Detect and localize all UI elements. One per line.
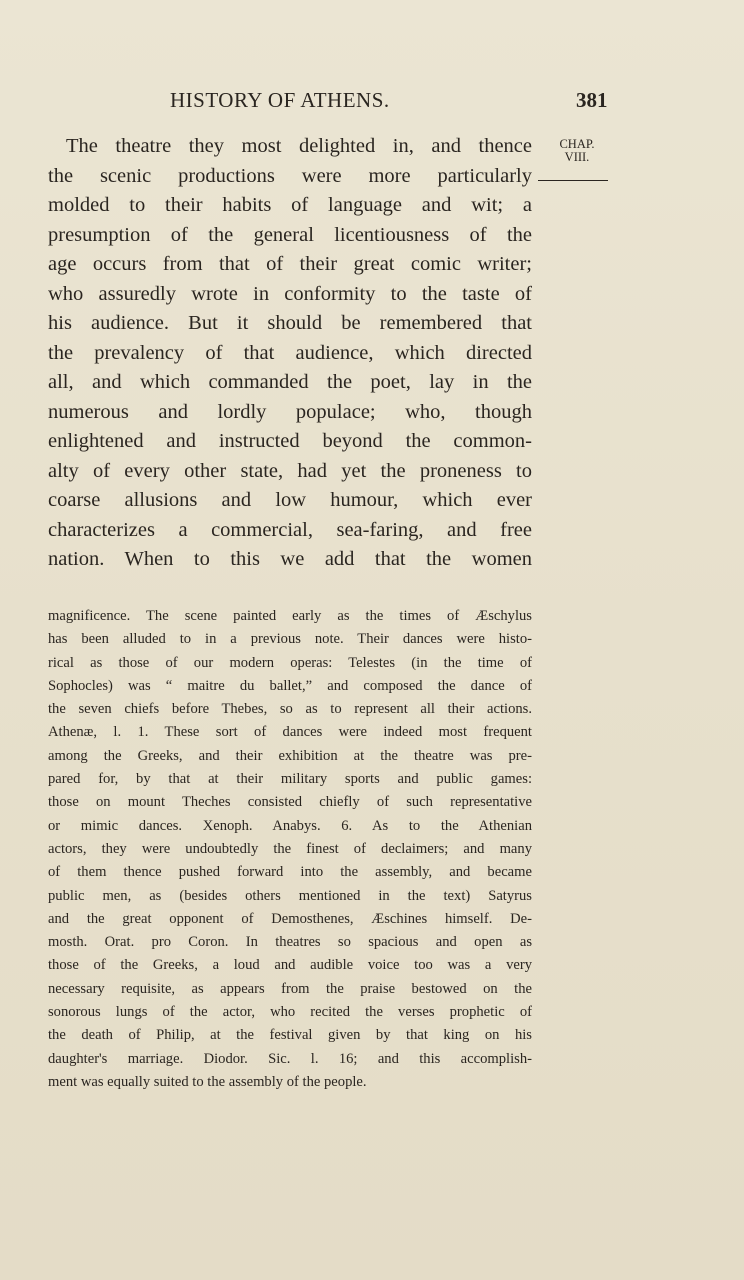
chapter-marginal-note [548, 138, 606, 164]
body-line: nation. When to this we add that the women [48, 548, 532, 570]
body-line: who assuredly wrote in conformity to the taste of [48, 282, 532, 305]
marginal-rule [538, 180, 608, 181]
footnote-line: daughter's marriage. Diodor. Sic. l. 16; and this accomplish- [48, 1050, 532, 1067]
footnote-line: sonorous lungs of the actor, who recited the verses prophetic of [48, 1004, 532, 1021]
footnote-line: those of the Greeks, a loud and audible voice too was a very [48, 957, 532, 974]
footnote-line: those on mount Theches consisted chiefly of such representative [48, 794, 532, 811]
footnote-line: Sophocles) was “ maitre du ballet,” and composed the dance of [48, 677, 532, 694]
footnote-line: ment was equally suited to the assembly of the people. [48, 1073, 367, 1090]
footnote-line: actors, they were undoubtedly the finest of declaimers; and many [48, 840, 532, 857]
chapter-number: VIII. [564, 150, 590, 164]
body-line: The theatre they most delighted in, and thence [66, 135, 532, 157]
body-line: molded to their habits of language and wit; a [48, 194, 532, 216]
body-line: his audience. But it should be remembered that [48, 312, 532, 334]
body-line: coarse allusions and low humour, which ever [48, 489, 532, 511]
footnote-line: among the Greeks, and their exhibition at the theatre was pre- [48, 747, 532, 764]
footnote-line: of them thence pushed forward into the assembly, and became [48, 864, 532, 881]
page-number: 381 [576, 88, 608, 112]
running-head [0, 88, 744, 118]
footnote-line: public men, as (besides others mentioned in the text) Satyrus [48, 887, 532, 904]
footnote-line: the death of Philip, at the festival given by that king on his [48, 1027, 532, 1044]
footnote-line: mosth. Orat. pro Coron. In theatres so spacious and open as [48, 934, 532, 951]
footnote-line: the seven chiefs before Thebes, so as to represent all their actions. [48, 701, 532, 718]
footnote-line: rical as those of our modern operas: Telestes (in the time of [48, 654, 532, 671]
body-line: alty of every other state, had yet the proneness to [48, 459, 532, 482]
chapter-label: CHAP. [559, 137, 595, 151]
body-line: characterizes a commercial, sea-faring, and free [48, 518, 532, 541]
running-title: HISTORY OF ATHENS. [170, 88, 390, 112]
body-line: all, and which commanded the poet, lay in the [48, 371, 532, 393]
body-line: the prevalency of that audience, which directed [48, 341, 532, 364]
footnote-line: Athenæ, l. 1. These sort of dances were indeed most frequent [48, 724, 532, 741]
main-text [48, 132, 532, 575]
footnote-line: has been alluded to in a previous note. Their dances were histo- [48, 631, 532, 648]
footnote-line: pared for, by that at their military sports and public games: [48, 771, 532, 788]
body-line: the scenic productions were more particularly [48, 164, 532, 187]
footnote-line: and the great opponent of Demosthenes, Æschines himself. De- [48, 910, 532, 927]
footnote-line: necessary requisite, as appears from the praise bestowed on the [48, 980, 532, 997]
body-line: numerous and lordly populace; who, though [48, 400, 532, 423]
footnote-line: magnificence. The scene painted early as the times of Æschylus [48, 608, 532, 624]
footnote-line: or mimic dances. Xenoph. Anabys. 6. As to the Athenian [48, 817, 532, 834]
body-line: presumption of the general licentiousness of the [48, 223, 532, 246]
footnote [48, 605, 532, 1094]
body-line: age occurs from that of their great comic writer; [48, 253, 532, 275]
body-line: enlightened and instructed beyond the common- [48, 430, 532, 452]
